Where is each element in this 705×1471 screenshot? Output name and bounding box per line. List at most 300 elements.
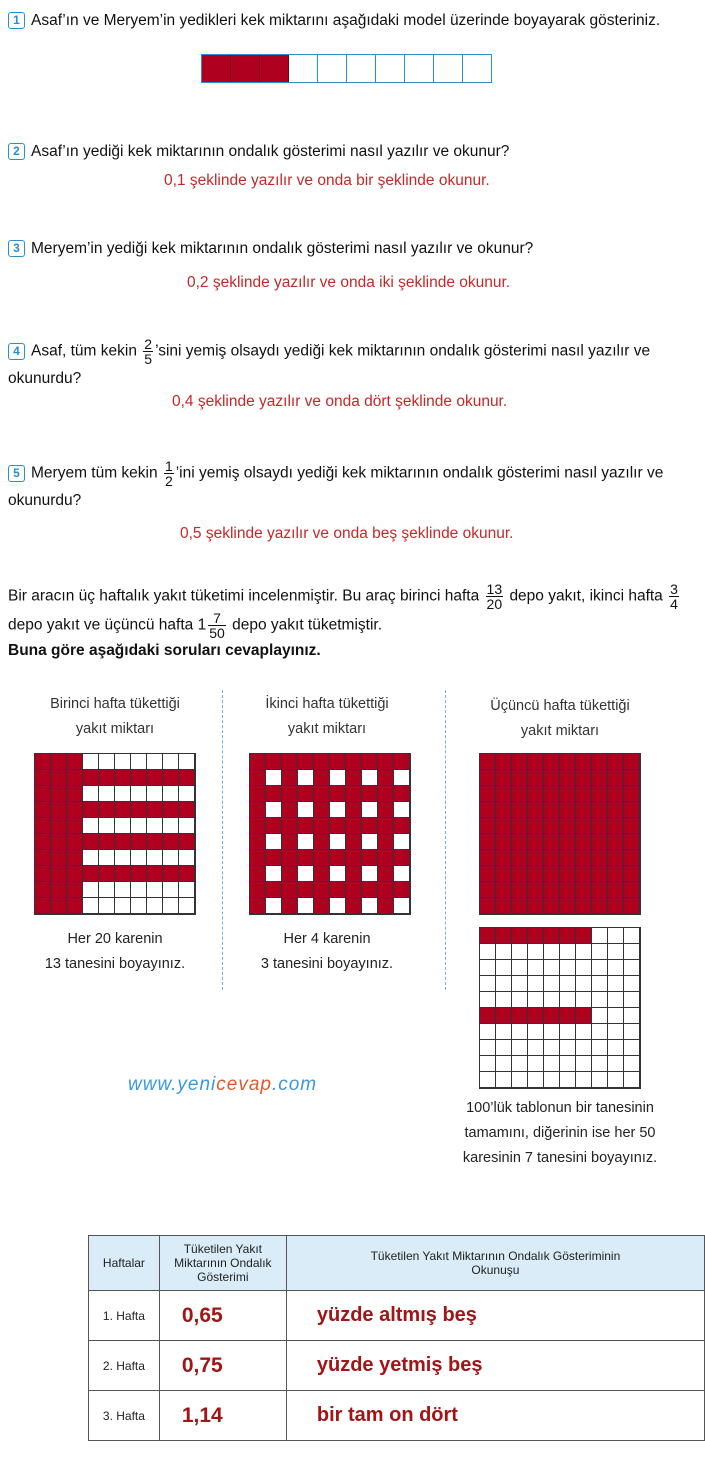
grid-cell-shaded xyxy=(250,818,266,834)
grid-cell xyxy=(480,976,496,992)
grid-cell-shaded xyxy=(560,1008,576,1024)
grid-cell-shaded xyxy=(576,802,592,818)
grid-cell xyxy=(496,944,512,960)
grid-cell-shaded xyxy=(608,850,624,866)
grid-cell-shaded xyxy=(394,754,410,770)
grid-cell-shaded xyxy=(346,754,362,770)
grid-cell-shaded xyxy=(592,770,608,786)
grid-cell xyxy=(115,754,131,770)
question-text-pre: Asaf, tüm kekin xyxy=(31,342,137,360)
grid-cell xyxy=(528,992,544,1008)
grid-cell xyxy=(480,944,496,960)
grid-cell-shaded xyxy=(496,802,512,818)
question-number-badge: 2 xyxy=(8,143,25,160)
grid-cell xyxy=(99,818,115,834)
grid-cell xyxy=(496,1040,512,1056)
grid-cell-shaded xyxy=(394,818,410,834)
grid-cell-shaded xyxy=(51,866,67,882)
grid-cell-shaded xyxy=(544,818,560,834)
grid-cell-shaded xyxy=(67,786,83,802)
grid-cell-shaded xyxy=(35,786,51,802)
grid-cell-shaded xyxy=(496,770,512,786)
grid-cell xyxy=(115,786,131,802)
grid-cell xyxy=(576,1056,592,1072)
grid-cell-shaded xyxy=(378,770,394,786)
week2-note xyxy=(232,927,422,977)
bar-cell-filled xyxy=(260,55,289,82)
grid-cell-shaded xyxy=(560,818,576,834)
grid-cell xyxy=(544,1024,560,1040)
watermark-part: www.yeni xyxy=(128,1074,217,1095)
question-text-post: ’sini yemiş olsaydı yediği kek miktarının ondalık gösterimi nasıl yazılır ve okunurdu? xyxy=(8,342,651,387)
grid-cell xyxy=(624,992,640,1008)
grid-cell-shaded xyxy=(346,770,362,786)
grid-cell xyxy=(480,1072,496,1088)
grid-cell-shaded xyxy=(346,786,362,802)
grid-cell xyxy=(528,1056,544,1072)
grid-cell-shaded xyxy=(115,866,131,882)
grid-cell-shaded xyxy=(512,786,528,802)
column-divider xyxy=(222,690,223,990)
grid-cell-shaded xyxy=(298,818,314,834)
question-number-badge: 5 xyxy=(8,465,25,482)
grid-cell-shaded xyxy=(147,770,163,786)
table-row xyxy=(89,1391,705,1441)
grid-cell-shaded xyxy=(528,866,544,882)
grid-cell xyxy=(99,898,115,914)
answer-3: 0,2 şeklinde yazılır ve onda iki şeklinde okunur. xyxy=(187,274,511,291)
numerator: 7 xyxy=(208,611,226,626)
fraction xyxy=(669,582,679,611)
grid-cell-shaded xyxy=(51,834,67,850)
grid-cell-shaded xyxy=(512,802,528,818)
grid-cell xyxy=(266,898,282,914)
grid-cell-shaded xyxy=(314,850,330,866)
grid-cell-shaded xyxy=(608,802,624,818)
grid-cell-shaded xyxy=(592,786,608,802)
watermark-part: cevap xyxy=(216,1074,272,1095)
grid-cell-shaded xyxy=(528,786,544,802)
grid-cell-shaded xyxy=(576,754,592,770)
grid-cell xyxy=(99,882,115,898)
grid-cell-shaded xyxy=(576,928,592,944)
grid-cell-shaded xyxy=(624,834,640,850)
grid-cell xyxy=(179,850,195,866)
grid-cell-shaded xyxy=(282,866,298,882)
question-text: Asaf’ın ve Meryem’in yedikleri kek miktarını aşağıdaki model üzerinde boyayarak gösteriniz. xyxy=(31,12,661,29)
grid-cell xyxy=(592,960,608,976)
grid-cell xyxy=(560,1056,576,1072)
grid-cell-shaded xyxy=(131,866,147,882)
grid-cell-shaded xyxy=(83,866,99,882)
grid-cell xyxy=(544,1040,560,1056)
grid-cell xyxy=(115,818,131,834)
grid-cell-shaded xyxy=(298,850,314,866)
grid-cell xyxy=(496,976,512,992)
grid-cell-shaded xyxy=(576,834,592,850)
grid-cell xyxy=(83,898,99,914)
grid-cell-shaded xyxy=(480,754,496,770)
grid-cell-shaded xyxy=(480,882,496,898)
grid-cell xyxy=(560,944,576,960)
grid-cell-shaded xyxy=(544,786,560,802)
grid-cell-shaded xyxy=(378,818,394,834)
grid-cell-shaded xyxy=(282,898,298,914)
grid-cell xyxy=(480,992,496,1008)
grid-cell xyxy=(608,1056,624,1072)
grid-cell-shaded xyxy=(35,818,51,834)
grid-cell xyxy=(163,898,179,914)
grid-cell-shaded xyxy=(298,882,314,898)
grid-cell-shaded xyxy=(35,882,51,898)
grid-cell-shaded xyxy=(576,850,592,866)
table-header-row xyxy=(89,1236,705,1291)
grid-cell-shaded xyxy=(67,802,83,818)
note-line: karesinin 7 tanesini boyayınız. xyxy=(462,1150,658,1166)
grid-cell xyxy=(298,866,314,882)
grid-cell-shaded xyxy=(512,1008,528,1024)
grid-cell xyxy=(163,882,179,898)
table-cell-value: 0,65 xyxy=(159,1291,286,1341)
grid-cell xyxy=(624,928,640,944)
table-cell-week: 3. Hafta xyxy=(89,1391,160,1441)
grid-cell-shaded xyxy=(544,1008,560,1024)
grid-cell xyxy=(608,944,624,960)
grid-cell xyxy=(266,834,282,850)
grid-cell xyxy=(480,1056,496,1072)
grid-cell xyxy=(512,1072,528,1088)
grid-cell-shaded xyxy=(378,754,394,770)
grid-cell xyxy=(576,1072,592,1088)
grid-cell-shaded xyxy=(608,866,624,882)
grid-cell xyxy=(147,882,163,898)
grid-cell-shaded xyxy=(67,834,83,850)
question-text: Meryem’in yediği kek miktarının ondalık gösterimi nasıl yazılır ve okunur? xyxy=(31,240,534,257)
grid-cell-shaded xyxy=(131,770,147,786)
grid-cell-shaded xyxy=(179,802,195,818)
grid-cell xyxy=(592,1008,608,1024)
grid-cell-shaded xyxy=(608,770,624,786)
denominator: 50 xyxy=(209,625,225,641)
grid-cell xyxy=(528,1040,544,1056)
grid-cell-shaded xyxy=(250,882,266,898)
grid-cell xyxy=(147,850,163,866)
grid-cell-shaded xyxy=(496,1008,512,1024)
grid-cell xyxy=(163,754,179,770)
numerator: 1 xyxy=(164,458,173,474)
grid-cell xyxy=(592,1040,608,1056)
grid-cell xyxy=(624,944,640,960)
grid-cell-shaded xyxy=(528,850,544,866)
grid-cell-shaded xyxy=(592,882,608,898)
grid-cell-shaded xyxy=(576,818,592,834)
answer-2: 0,1 şeklinde yazılır ve onda bir şeklinde okunur. xyxy=(164,172,490,189)
grid-cell xyxy=(576,1024,592,1040)
grid-cell-shaded xyxy=(314,834,330,850)
grid-cell-shaded xyxy=(560,802,576,818)
grid-cell xyxy=(163,786,179,802)
grid-cell xyxy=(592,1024,608,1040)
grid-cell-shaded xyxy=(496,834,512,850)
fraction xyxy=(486,582,504,611)
grid-cell xyxy=(512,1024,528,1040)
grid-cell-shaded xyxy=(330,882,346,898)
grid-cell xyxy=(624,960,640,976)
grid-cell-shaded xyxy=(83,834,99,850)
table-row xyxy=(89,1341,705,1391)
grid-cell xyxy=(512,1040,528,1056)
grid-cell-shaded xyxy=(35,834,51,850)
grid-cell-shaded xyxy=(346,866,362,882)
grid-cell xyxy=(163,850,179,866)
grid-cell-shaded xyxy=(512,928,528,944)
grid-cell-shaded xyxy=(480,818,496,834)
grid-cell-shaded xyxy=(250,866,266,882)
grid-cell-shaded xyxy=(282,818,298,834)
grid-cell-shaded xyxy=(624,786,640,802)
grid-cell xyxy=(608,1040,624,1056)
grid-cell-shaded xyxy=(67,850,83,866)
question-text-pre: Meryem tüm kekin xyxy=(31,464,158,482)
grid-cell-shaded xyxy=(35,802,51,818)
grid-cell xyxy=(496,1056,512,1072)
table-cell-reading: bir tam on dört xyxy=(286,1391,704,1441)
grid-cell-shaded xyxy=(179,770,195,786)
grid-cell-shaded xyxy=(378,850,394,866)
grid-cell xyxy=(147,754,163,770)
grid-cell-shaded xyxy=(314,866,330,882)
grid-cell-shaded xyxy=(314,786,330,802)
grid-cell-shaded xyxy=(179,834,195,850)
week1-note xyxy=(20,927,210,977)
grid-cell-shaded xyxy=(330,786,346,802)
grid-cell-shaded xyxy=(624,850,640,866)
grid-cell-shaded xyxy=(544,866,560,882)
grid-cell xyxy=(115,882,131,898)
grid-cell xyxy=(362,802,378,818)
grid-cell xyxy=(496,960,512,976)
grid-cell-shaded xyxy=(544,802,560,818)
grid-cell xyxy=(512,1056,528,1072)
grid-cell xyxy=(480,960,496,976)
grid-cell xyxy=(624,1024,640,1040)
watermark xyxy=(128,1074,317,1096)
grid-cell-shaded xyxy=(560,866,576,882)
grid-cell-shaded xyxy=(560,754,576,770)
grid-cell-shaded xyxy=(512,850,528,866)
bar-cell xyxy=(405,55,434,82)
grid-cell xyxy=(512,944,528,960)
grid-cell-shaded xyxy=(528,802,544,818)
grid-cell xyxy=(576,976,592,992)
grid-cell-shaded xyxy=(608,754,624,770)
grid-cell-shaded xyxy=(608,818,624,834)
grid-cell xyxy=(560,1072,576,1088)
grid-cell-shaded xyxy=(544,898,560,914)
grid-cell xyxy=(115,898,131,914)
title-line: İkinci hafta tükettiği xyxy=(265,696,389,712)
grid-cell xyxy=(131,818,147,834)
grid-cell xyxy=(179,754,195,770)
grid-cell-shaded xyxy=(528,882,544,898)
grid-cell xyxy=(83,818,99,834)
grid-cell-shaded xyxy=(35,850,51,866)
grid-cell-shaded xyxy=(51,786,67,802)
grid-cell xyxy=(99,850,115,866)
week1-title xyxy=(20,692,210,742)
denominator: 20 xyxy=(486,596,503,612)
grid-cell-shaded xyxy=(624,866,640,882)
grid-cell xyxy=(131,882,147,898)
grid-cell xyxy=(560,992,576,1008)
grid-cell-shaded xyxy=(378,802,394,818)
week3-grid-partial xyxy=(479,927,641,1089)
grid-cell xyxy=(131,786,147,802)
grid-cell-shaded xyxy=(314,754,330,770)
grid-cell-shaded xyxy=(346,882,362,898)
grid-cell xyxy=(608,992,624,1008)
grid-cell-shaded xyxy=(282,834,298,850)
grid-cell-shaded xyxy=(67,818,83,834)
grid-cell xyxy=(624,976,640,992)
intro-text: depo yakıt tüketmiştir. xyxy=(232,616,383,634)
answer-table xyxy=(88,1235,705,1441)
grid-cell xyxy=(512,992,528,1008)
grid-cell xyxy=(266,802,282,818)
grid-cell-shaded xyxy=(115,834,131,850)
grid-cell-shaded xyxy=(330,818,346,834)
grid-cell xyxy=(298,802,314,818)
grid-cell xyxy=(83,882,99,898)
intro-paragraph xyxy=(8,582,700,640)
grid-cell-shaded xyxy=(496,866,512,882)
grid-cell xyxy=(624,1072,640,1088)
grid-cell-shaded xyxy=(147,802,163,818)
grid-cell-shaded xyxy=(624,882,640,898)
note-line: tamamını, diğerinin ise her 50 xyxy=(464,1125,656,1141)
grid-cell xyxy=(298,770,314,786)
grid-cell-shaded xyxy=(394,882,410,898)
grid-cell xyxy=(592,1072,608,1088)
grid-cell-shaded xyxy=(512,818,528,834)
grid-cell-shaded xyxy=(250,770,266,786)
grid-cell-shaded xyxy=(480,770,496,786)
grid-cell xyxy=(624,1008,640,1024)
grid-cell-shaded xyxy=(51,818,67,834)
grid-cell-shaded xyxy=(67,882,83,898)
question-text: Asaf’ın yediği kek miktarının ondalık gösterimi nasıl yazılır ve okunur? xyxy=(31,143,510,160)
grid-cell-shaded xyxy=(480,850,496,866)
grid-cell xyxy=(528,1072,544,1088)
grid-cell-shaded xyxy=(346,850,362,866)
grid-cell xyxy=(330,802,346,818)
week3-note xyxy=(440,1096,680,1171)
grid-cell xyxy=(496,1024,512,1040)
grid-cell xyxy=(362,866,378,882)
grid-cell-shaded xyxy=(179,866,195,882)
grid-cell xyxy=(362,834,378,850)
grid-cell-shaded xyxy=(346,898,362,914)
question-4 xyxy=(8,337,700,392)
numerator: 2 xyxy=(144,336,153,352)
grid-cell xyxy=(394,770,410,786)
grid-cell-shaded xyxy=(35,754,51,770)
bar-cell xyxy=(376,55,405,82)
grid-cell-shaded xyxy=(250,754,266,770)
question-1 xyxy=(8,8,700,34)
grid-cell-shaded xyxy=(99,802,115,818)
grid-cell-shaded xyxy=(576,1008,592,1024)
grid-cell-shaded xyxy=(362,882,378,898)
grid-cell xyxy=(147,818,163,834)
grid-cell-shaded xyxy=(99,834,115,850)
question-5 xyxy=(8,459,700,514)
grid-cell-shaded xyxy=(362,850,378,866)
grid-cell-shaded xyxy=(528,898,544,914)
note-line: 100’lük tablonun bir tanesinin xyxy=(466,1100,654,1116)
grid-cell-shaded xyxy=(378,866,394,882)
table-cell-week: 2. Hafta xyxy=(89,1341,160,1391)
numerator: 3 xyxy=(670,581,678,597)
question-number-badge: 4 xyxy=(8,343,25,360)
grid-cell-shaded xyxy=(67,754,83,770)
grid-cell-shaded xyxy=(592,818,608,834)
grid-cell xyxy=(592,976,608,992)
grid-cell-shaded xyxy=(576,770,592,786)
grid-cell xyxy=(576,1040,592,1056)
grid-cell-shaded xyxy=(544,754,560,770)
grid-cell xyxy=(576,960,592,976)
grid-cell xyxy=(528,944,544,960)
grid-cell-shaded xyxy=(378,882,394,898)
grid-cell xyxy=(266,866,282,882)
grid-cell xyxy=(147,786,163,802)
grid-cell-shaded xyxy=(608,898,624,914)
grid-cell xyxy=(330,770,346,786)
grid-cell-shaded xyxy=(51,754,67,770)
question-2 xyxy=(8,139,700,165)
grid-cell xyxy=(544,960,560,976)
grid-cell-shaded xyxy=(35,898,51,914)
grid-cell xyxy=(163,818,179,834)
week2-title xyxy=(232,692,422,742)
grid-cell xyxy=(362,898,378,914)
column-divider xyxy=(445,690,446,990)
grid-cell xyxy=(266,770,282,786)
grid-cell-shaded xyxy=(35,770,51,786)
grid-cell xyxy=(394,802,410,818)
question-number-badge: 1 xyxy=(8,12,25,29)
intro-text: Bir aracın üç haftalık yakıt tüketimi incelenmiştir. Bu araç birinci hafta xyxy=(8,587,480,605)
instruction-bold: Buna göre aşağıdaki soruları cevaplayınız. xyxy=(8,642,321,659)
grid-cell xyxy=(131,850,147,866)
grid-cell-shaded xyxy=(576,898,592,914)
table-header: Tüketilen Yakıt Miktarının Ondalık Gösterimi xyxy=(159,1236,286,1291)
grid-cell-shaded xyxy=(314,802,330,818)
grid-cell-shaded xyxy=(314,818,330,834)
grid-cell-shaded xyxy=(250,802,266,818)
grid-cell-shaded xyxy=(131,834,147,850)
grid-cell-shaded xyxy=(99,866,115,882)
grid-cell xyxy=(592,1056,608,1072)
grid-cell-shaded xyxy=(480,898,496,914)
grid-cell xyxy=(83,786,99,802)
grid-cell xyxy=(512,960,528,976)
grid-cell-shaded xyxy=(51,850,67,866)
grid-cell-shaded xyxy=(560,882,576,898)
grid-cell-shaded xyxy=(512,898,528,914)
grid-cell-shaded xyxy=(480,802,496,818)
